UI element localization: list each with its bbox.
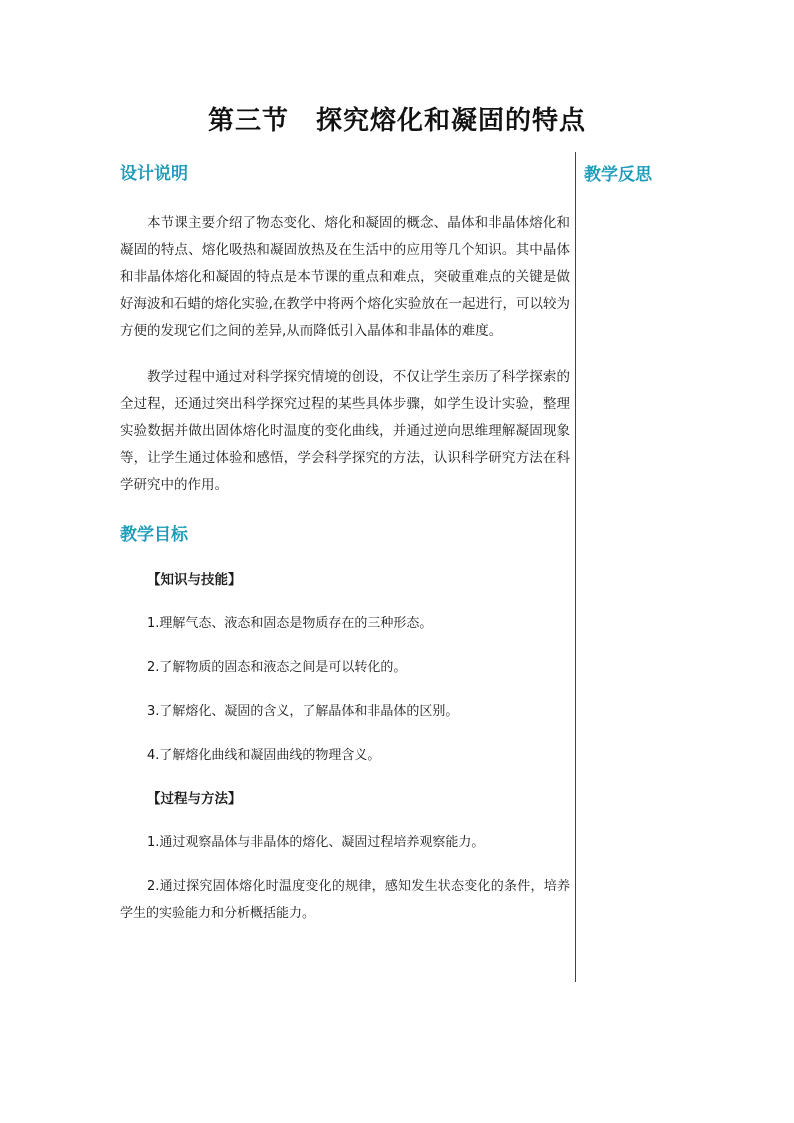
column-divider: [575, 152, 576, 982]
knowledge-item-3: 3.了解熔化、凝固的含义，了解晶体和非晶体的区别。: [147, 704, 459, 719]
design-paragraph-2: 教学过程中通过对科学探究情境的创设，不仅让学生亲历了科学探索的全过程，还通过突出科学探究过程的某些具体步骤，如学生设计实验，整理实验数据并做出固体熔化时温度的变化曲线，并通过逆向思维理解凝固现象等，让学生通过体验和感悟，学会科学探究的方法，认识科学研究方法在科学研究中的作用。: [120, 369, 570, 493]
objectives-heading: 教学目标: [120, 525, 188, 545]
process-heading: 【过程与方法】: [147, 791, 242, 807]
main-column: [120, 160, 570, 927]
reflection-heading: 教学反思: [584, 165, 652, 185]
process-item-1: 1.通过观察晶体与非晶体的熔化、凝固过程培养观察能力。: [147, 835, 485, 850]
knowledge-item-1: 1.理解气态、液态和固态是物质存在的三种形态。: [147, 616, 433, 631]
knowledge-heading: 【知识与技能】: [147, 572, 242, 588]
knowledge-item-2: 2.了解物质的固态和液态之间是可以转化的。: [147, 660, 407, 675]
design-paragraph-1: 本节课主要介绍了物态变化、熔化和凝固的概念、晶体和非晶体熔化和凝固的特点、熔化吸热和凝固放热及在生活中的应用等几个知识。其中晶体和非晶体熔化和凝固的特点是本节课的重点和难点，突破重难点的关键是做好海波和石蜡的熔化实验,在教学中将两个熔化实验放在一起进行，可以较为方便的发现它们之间的差异,从而降低引入晶体和非晶体的难度。: [120, 215, 570, 339]
process-item-2: 2.通过探究固体熔化时温度变化的规律，感知发生状态变化的条件，培养学生的实验能力和分析概括能力。: [120, 879, 570, 921]
design-heading: 设计说明: [120, 164, 188, 184]
page-title: 第三节 探究熔化和凝固的特点: [207, 106, 586, 136]
knowledge-item-4: 4.了解熔化曲线和凝固曲线的物理含义。: [147, 748, 381, 763]
